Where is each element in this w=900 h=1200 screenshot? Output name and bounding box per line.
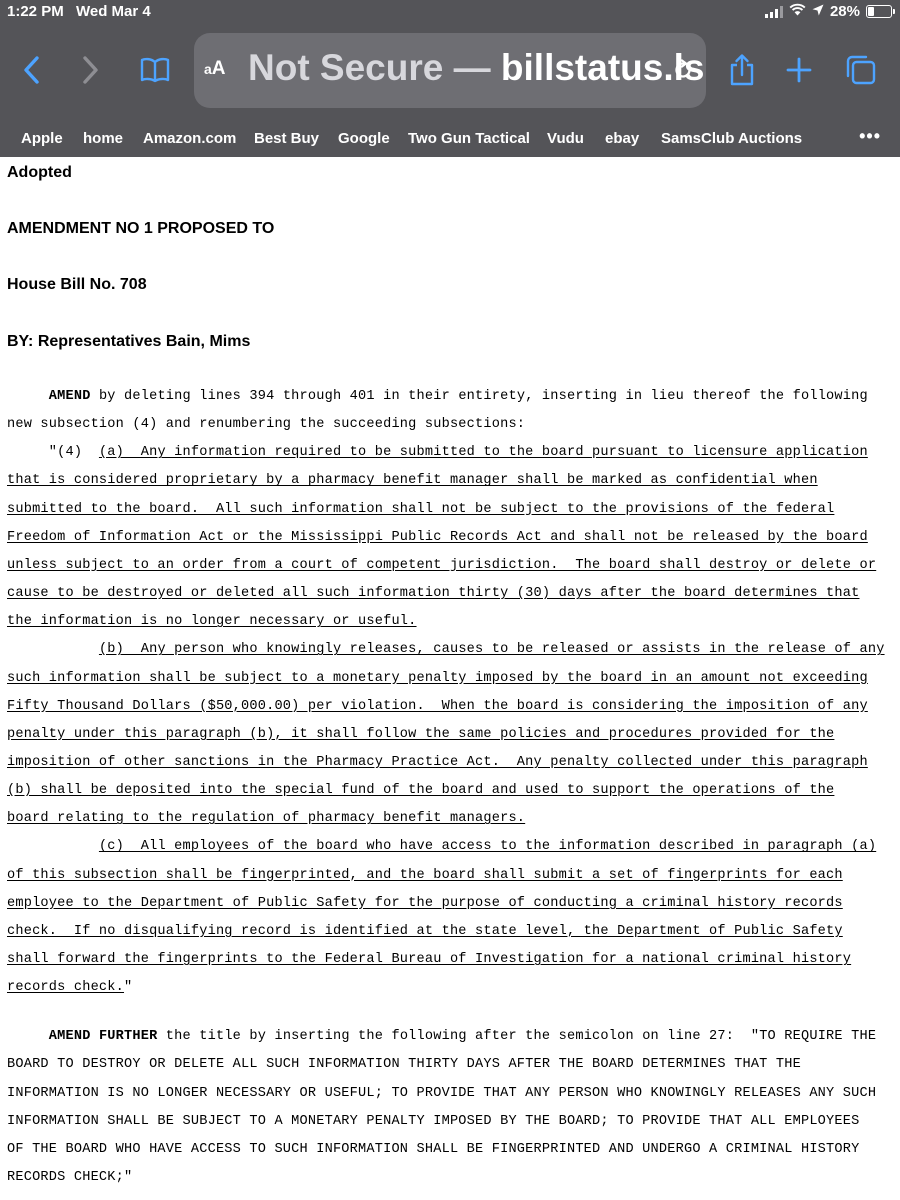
line-text: new subsection (4) and renumbering the succeeding subsections: <box>7 417 526 433</box>
document-line <box>7 614 417 629</box>
document-line <box>7 868 843 883</box>
document-line <box>7 924 843 939</box>
browser-chrome <box>0 0 900 157</box>
document-status: Adopted <box>7 164 72 181</box>
chevron-left-icon <box>22 56 42 84</box>
line-text <box>7 1029 49 1044</box>
underlined-text: board relating to the regulation of pharmacy benefit managers. <box>7 811 526 827</box>
underlined-text: that is considered proprietary by a pharmacy benefit manager shall be marked as confidential when <box>7 473 818 489</box>
cellular-signal-icon <box>765 6 783 18</box>
underlined-text: the information is no longer necessary or useful. <box>7 614 417 630</box>
document-line <box>7 727 834 742</box>
share-icon <box>729 54 755 86</box>
document-line <box>7 671 868 686</box>
address-bar[interactable] <box>194 33 706 108</box>
plus-icon <box>786 57 812 83</box>
underlined-text: penalty under this paragraph (b), it shall follow the same policies and procedures provided for the <box>7 726 835 742</box>
favorites-bar <box>0 118 900 157</box>
document-line <box>7 1170 132 1185</box>
underlined-text: such information shall be subject to a monetary penalty imposed by the board in an amount not exceeding <box>7 670 868 686</box>
underlined-text: shall forward the fingerprints to the Federal Bureau of Investigation for a national criminal history <box>7 952 852 967</box>
bookmark-best-buy[interactable]: Best Buy <box>254 130 320 147</box>
document-line <box>7 1086 876 1101</box>
line-text: RECORDS CHECK;" <box>7 1170 133 1185</box>
underlined-text: records check. <box>7 980 125 996</box>
document-line <box>7 642 885 657</box>
line-text: INFORMATION IS NO LONGER NECESSARY OR USEFUL; TO PROVIDE THAT ANY PERSON WHO KNOWINGLY RELEASES ANY SUCH <box>7 1085 877 1101</box>
underlined-text: unless subject to an order from a court of competent jurisdiction. The board shall destroy or delete or <box>7 557 877 573</box>
document-line <box>7 502 834 517</box>
document-line <box>7 1142 859 1157</box>
reload-button[interactable] <box>672 59 694 86</box>
url-field[interactable] <box>248 47 705 89</box>
share-button[interactable] <box>722 50 762 90</box>
underlined-text: Fifty Thousand Dollars ($50,000.00) per violation. When the board is considering the imposition of any <box>7 698 868 714</box>
document-line <box>7 530 868 545</box>
page-content <box>0 157 900 1200</box>
line-text <box>7 389 49 404</box>
bookmark-ebay[interactable]: ebay <box>605 130 640 147</box>
bookmarks-button[interactable] <box>135 50 175 90</box>
document-line <box>7 1057 801 1072</box>
bookmark-vudu[interactable]: Vudu <box>547 130 584 147</box>
underlined-text: Freedom of Information Act or the Mississippi Public Records Act and shall not be released by the board <box>7 529 868 545</box>
underlined-text: (b) shall be deposited into the special fund of the board and used to support the operations of the <box>7 783 835 799</box>
line-text: INFORMATION SHALL BE SUBJECT TO A MONETARY PENALTY IMPOSED BY THE BOARD; TO PROVIDE THAT ALL EMPLOYEES <box>7 1113 860 1129</box>
bookmark-samsclub-auctions[interactable]: SamsClub Auctions <box>661 130 803 147</box>
document-line <box>7 1029 876 1044</box>
document-line <box>7 839 876 854</box>
line-text: "(4) <box>7 445 99 461</box>
underlined-text: of this subsection shall be fingerprinted, and the board shall submit a set of fingerprints for each <box>7 867 843 883</box>
battery-level <box>868 7 874 16</box>
document-line <box>7 755 868 770</box>
document-line <box>7 699 868 714</box>
underlined-text: (a) Any information required to be submitted to the board pursuant to licensure application <box>98 445 868 461</box>
more-bookmarks-button[interactable]: ••• <box>859 126 881 146</box>
bookmark-google[interactable]: Google <box>338 130 390 147</box>
status-time: 1:22 PM <box>7 3 64 20</box>
document-line <box>7 980 132 995</box>
document-line <box>7 896 843 911</box>
status-date: Wed Mar 4 <box>76 3 151 20</box>
tabs-icon <box>844 55 876 85</box>
document-line <box>7 811 525 826</box>
underlined-text: (c) All employees of the board who have access to the information described in paragraph (a) <box>98 839 877 855</box>
document-line <box>7 473 818 488</box>
chevron-right-icon <box>80 56 100 84</box>
back-button[interactable] <box>12 50 52 90</box>
line-text: by deleting lines 394 through 401 in their entirety, inserting in lieu thereof the following <box>90 389 868 404</box>
bookmark-apple[interactable]: Apple <box>21 130 63 147</box>
underlined-text: employee to the Department of Public Safety for the purpose of conducting a criminal history records <box>7 895 843 911</box>
battery-icon <box>866 5 892 18</box>
line-text <box>7 642 99 657</box>
underlined-text: (b) Any person who knowingly releases, causes to be released or assists in the release of any <box>98 642 885 658</box>
text-size-button[interactable]: aA <box>204 58 226 79</box>
line-text: " <box>124 980 133 996</box>
security-label: Not Secure — <box>248 47 501 88</box>
bookmark-two-gun-tactical[interactable]: Two Gun Tactical <box>408 130 530 147</box>
line-text: OF THE BOARD WHO HAVE ACCESS TO SUCH INFORMATION SHALL BE FINGERPRINTED AND UNDERGO A CRIMINAL HISTORY <box>7 1141 860 1157</box>
document-line <box>7 389 868 404</box>
wifi-icon <box>789 3 806 20</box>
document-line <box>7 1114 859 1129</box>
bookmark-home[interactable]: home <box>83 130 124 147</box>
underlined-text: check. If no disqualifying record is identified at the state level, the Department of Public Safety <box>7 923 843 939</box>
battery-percent: 28% <box>829 3 860 20</box>
document-line <box>7 586 859 601</box>
bill-number: House Bill No. 708 <box>7 276 147 293</box>
status-bar <box>0 0 900 24</box>
line-text: the title by inserting the following after the semicolon on line 27: "TO REQUIRE THE <box>157 1029 877 1045</box>
document-line <box>7 417 525 432</box>
document-line <box>7 558 876 573</box>
sponsors: BY: Representatives Bain, Mims <box>7 333 251 350</box>
underlined-text: cause to be destroyed or deleted all such information thirty (30) days after the board determines that <box>7 586 860 601</box>
open-book-icon <box>140 57 170 83</box>
bold-text: AMEND <box>48 389 91 404</box>
reload-icon <box>672 59 694 81</box>
document-line <box>7 783 834 798</box>
underlined-text: submitted to the board. All such information shall not be subject to the provisions of the federal <box>7 501 835 517</box>
line-text <box>7 839 99 854</box>
url-host: billstatus.ls <box>500 47 705 88</box>
location-arrow-icon <box>812 3 824 20</box>
document-line <box>7 952 851 967</box>
underlined-text: imposition of other sanctions in the Pharmacy Practice Act. Any penalty collected under this paragraph <box>7 754 868 770</box>
amendment-title: AMENDMENT NO 1 PROPOSED TO <box>7 220 275 237</box>
bold-text: AMEND FURTHER <box>48 1029 158 1045</box>
document-line <box>7 445 868 460</box>
bookmark-amazon[interactable]: Amazon.com <box>143 130 237 147</box>
line-text: BOARD TO DESTROY OR DELETE ALL SUCH INFORMATION THIRTY DAYS AFTER THE BOARD DETERMINES THAT THE <box>7 1057 801 1073</box>
forward-button[interactable] <box>70 50 110 90</box>
tabs-button[interactable] <box>840 50 880 90</box>
browser-toolbar <box>0 30 900 110</box>
status-indicators <box>765 3 892 20</box>
new-tab-button[interactable] <box>779 50 819 90</box>
